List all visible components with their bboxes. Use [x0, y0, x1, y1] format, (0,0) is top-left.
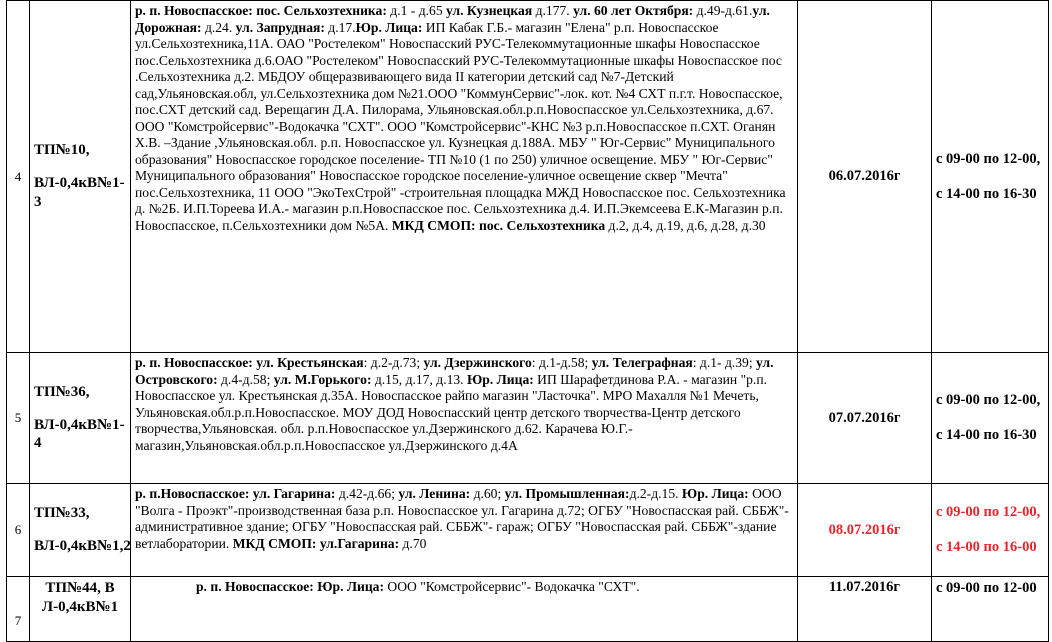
plain-text: д.4-д.58;	[217, 371, 274, 387]
bold-text: р. п. Новоспасское: пос. Сельхозтехника:	[135, 3, 387, 18]
substation-name: ТП№33,	[34, 505, 90, 522]
outage-date: 11.07.2016г	[798, 577, 932, 642]
plain-text: д.70	[399, 535, 427, 551]
outage-time	[932, 484, 1049, 577]
time-slot-morning: с 09-00 по 12-00,	[936, 150, 1041, 167]
plain-text: д.42-д.66;	[335, 486, 399, 501]
outage-time	[932, 577, 1049, 642]
row-number: 6	[7, 484, 30, 577]
bold-text: Юр. Лица:	[681, 486, 749, 501]
substation-cell	[30, 484, 131, 577]
bold-text: р. п. Новоспасское: ул. Крестьянская	[135, 355, 364, 370]
bold-text: ул. Дорожная:	[135, 3, 770, 35]
outage-time	[932, 1, 1049, 353]
power-line: ВЛ-0,4кВ№1-4	[34, 416, 125, 452]
consumers-list	[131, 1, 798, 353]
bold-text: ул. Островского:	[135, 355, 774, 387]
outage-time	[932, 353, 1049, 484]
bold-text: МКД СМОП: ул.Гагарина:	[232, 535, 400, 551]
substation-name: ТП№10,	[34, 142, 90, 159]
table-row	[7, 353, 1049, 484]
row-number: 7	[7, 577, 30, 642]
plain-text: д.2-д.15.	[629, 486, 682, 501]
bold-text: ул. Телеграфная	[591, 355, 693, 370]
substation-cell	[30, 577, 131, 642]
substation-name: ТП№36,	[34, 383, 90, 400]
table-row	[7, 484, 1049, 577]
plain-text: ООО "Волга - Проэкт"-производственная база р.п. Новоспасское ул. Гагарина д.72; ОГБУ "Новоспасская рай. СББЖ"- административное здание; ОГБУ "Новоспасская рай. СББЖ"- гараж; ОГБУ "Новоспасская рай. СББЖ"-здание ветлаборатории.	[135, 486, 789, 551]
bold-text: ул. Запрудная:	[235, 19, 325, 35]
time-slot-morning: с 09-00 по 12-00	[936, 580, 1037, 596]
plain-text: д.1 - д.65	[386, 3, 447, 18]
bold-text: Юр. Лица:	[355, 19, 423, 35]
plain-text: : д.1- д.39;	[692, 355, 757, 370]
row-number: 5	[7, 353, 30, 484]
bold-text: ул. Дзержинского	[423, 355, 532, 370]
plain-text: д.24.	[201, 19, 236, 35]
consumers-list	[131, 353, 798, 484]
time-slot-afternoon: с 14-00 по 16-00	[936, 539, 1037, 555]
bold-text: МКД СМОП: пос. Сельхозтехника	[391, 217, 606, 233]
consumers-list	[131, 484, 798, 577]
consumers-list	[131, 577, 798, 642]
plain-text: д.177.	[532, 3, 574, 18]
plain-text: д.17.	[324, 19, 356, 35]
bold-text: р. п.Новоспасское: ул. Гагарина:	[135, 486, 336, 501]
plain-text: : д.2-д.73;	[363, 355, 424, 370]
time-slot-afternoon: с 14-00 по 16-30	[936, 427, 1037, 443]
outage-date: 08.07.2016г	[798, 484, 932, 577]
plain-text: д.49-д.61.	[693, 3, 753, 18]
plain-text: ИП Шарафетдинова Р.А. - магазин "р.п. Новоспасское ул. Крестьянская д.35А. Новоспасское райпо магазин "Ласточка". МРО Махалля №1 Мечеть, Ульяновская.обл.р.п.Новоспасское. МОУ ДОД Новоспасский центр детского творчества-Центр детского творчества,Ульяновская. обл. р.п.Новоспасское ул.Дзержинского д.62. Карачева Ю.Г.- магазин,Ульяновская.обл.р.п.Новоспасское ул.Дзержинского д.4А	[135, 371, 767, 453]
outage-schedule-table	[6, 0, 1049, 642]
substation-cell	[30, 1, 131, 353]
bold-text: ул. Ленина:	[398, 486, 471, 501]
bold-text: Юр. Лица:	[466, 371, 534, 387]
row-number: 4	[7, 1, 30, 353]
power-line: ВЛ-0,4кВ№1-3	[34, 175, 125, 210]
time-slot-morning: с 09-00 по 12-00,	[936, 504, 1041, 521]
plain-text: ИП Кабак Г.Б.- магазин "Елена" р.п. Новоспасское ул.Сельхозтехника,11А. ОАО "Ростелеком" Новоспасский РУС-Телекоммутационные шкафы Новоспасское пос.Сельхозтехника д.6.ОАО "Ростелеком" Новоспасский РУС-Телекоммутационные шкафы Новоспасское пос .Сельхозтехника д.2. МБДОУ общеразвивающего вида II категории детский сад №7-Детский сад,Ульяновская.обл, ул.Сельхозтехника дом №21.ООО "КоммунСервис"-лок. кот. №4 СХТ п.г.т. Новоспасское, пос.СХТ детский сад. Верещагин Д.А. Пилорама, Ульяновская.обл.р.п.Новоспасское ул.Сельхозтехника, д.67. ООО "Комстройсервис"-Водокачка "СХТ". ООО "Комстройсервис"-КНС №3 р.п.Новоспасское п.СХТ. Оганян Х.В. –Здание ,Ульяновская.обл. р.п. Новоспасское ул. Кузнецкая д.188А. МБУ " Юг-Сервис" Муниципального образования" Новоспасское городское поселение- ТП №10 (1 по 250) уличное освещение. МБУ " Юг-Сервис" Муниципального образования" Новоспасское городское поселение-уличное освещение сквер "Мечта" пос.Сельхозтехника, 11 ООО "ЭкоТехСтрой" -строительная площадка МЖД Новоспасское пос. Сельхозтехника д. №2Б. И.П.Тореева И.А.- магазин р.п.Новоспасское пос. Сельхозтехника д.4. И.П.Экемсеева Е.К-Магазин р.п. Новоспасское, п.Сельхозтехники дом №5А.	[135, 19, 786, 233]
plain-text: д.2, д.4, д.19, д.6, д.28, д.30	[605, 217, 766, 233]
bold-text: ул. 60 лет Октября:	[573, 3, 694, 18]
table-row	[7, 1, 1049, 353]
bold-text: ул. М.Горького:	[273, 371, 372, 387]
time-slot-afternoon: с 14-00 по 16-30	[936, 185, 1037, 202]
substation-name: ТП№44, В Л-0,4кВ№1	[41, 580, 119, 615]
time-slot-morning: с 09-00 по 12-00,	[936, 392, 1041, 409]
outage-date: 06.07.2016г	[798, 1, 932, 353]
plain-text: : д.1-д.58;	[531, 355, 592, 370]
plain-text: д.15, д.17, д.13.	[371, 371, 467, 387]
table-row	[7, 577, 1049, 642]
plain-text: ООО "Комстройсервис"- Водокачка "СХТ".	[383, 579, 640, 594]
plain-text: д.60;	[470, 486, 505, 501]
bold-text: ул. Кузнецкая	[446, 3, 533, 18]
bold-text: р. п. Новоспасское: Юр. Лица:	[196, 579, 384, 594]
power-line: ВЛ-0,4кВ№1,2	[34, 538, 131, 554]
substation-cell	[30, 353, 131, 484]
bold-text: ул. Промышленная:	[504, 486, 630, 501]
outage-date: 07.07.2016г	[798, 353, 932, 484]
